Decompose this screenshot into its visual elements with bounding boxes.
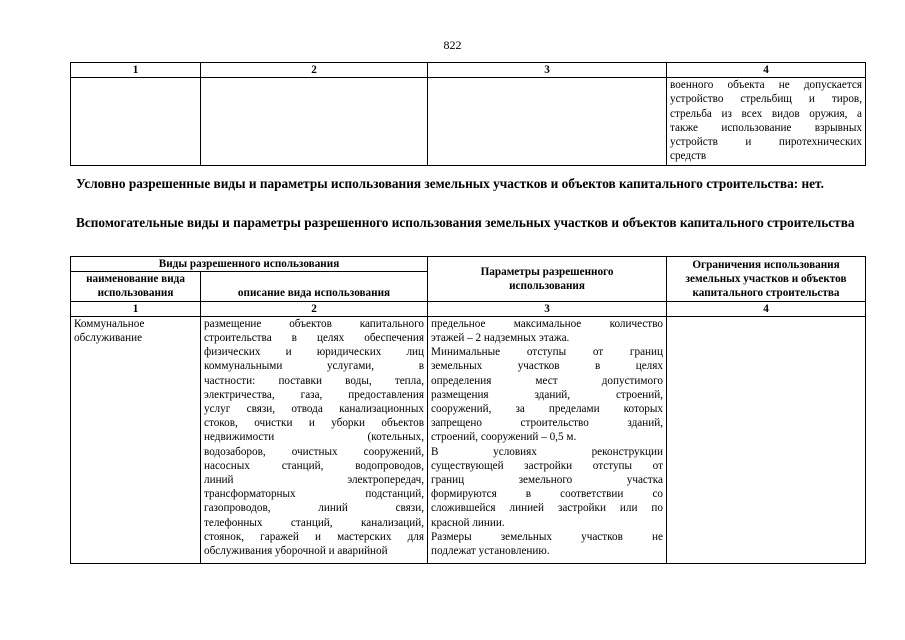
text-line: Размеры земельных участков не (431, 530, 664, 543)
text-line: электричества, газа, предоставления (204, 388, 425, 401)
col-number-3: 3 (428, 63, 667, 78)
text-line: предельное максимальное количество (431, 317, 664, 330)
text-line: размещение объектов капитального (204, 317, 425, 330)
cell-empty (201, 78, 428, 166)
cell-use-name: Коммунальное обслуживание (71, 316, 201, 563)
text-line: формируются в соответствии со (431, 488, 664, 501)
cell-empty (428, 78, 667, 166)
cell-use-description (201, 316, 428, 563)
text-line: телефонных станций, канализаций, (204, 516, 425, 529)
text-line: стрельба из всех видов оружия, а (670, 107, 862, 120)
col-header-params: Параметры разрешенного использования (428, 257, 667, 302)
auxiliary-uses-table (70, 256, 866, 564)
text-line: Минимальные отступы от границ (431, 346, 664, 359)
col-number-1: 1 (71, 63, 201, 78)
text-line: границ земельного участка (431, 474, 664, 487)
continuation-table (70, 62, 866, 166)
text-line: определения мест допустимого (431, 374, 664, 387)
text-line: стоков, очистки и уборки объектов (204, 417, 425, 430)
text-line: сооружений, за пределами которых (431, 403, 664, 416)
text-line: военного объекта не допускается (670, 79, 862, 92)
text-line: частности: поставки воды, тепла, (204, 374, 425, 387)
text-line: также использование взрывных (670, 121, 862, 134)
text-line: средств (670, 150, 707, 163)
text-line: стоянок, гаражей и мастерских для (204, 530, 425, 543)
heading-auxiliary-uses: Вспомогательные виды и параметры разрешенного использования земельных участков и объектов капитального строительства (76, 215, 855, 230)
text-line: строений, сооружений – 0,5 м. (431, 431, 577, 444)
text-line: трансформаторных подстанций, (204, 488, 425, 501)
col-header-name: наименование вида использования (71, 272, 201, 301)
col-number-3: 3 (428, 301, 667, 316)
col-header-limits: Ограничения использования земельных участков и объектов капитального строительства (667, 257, 866, 302)
text-line: красной линии. (431, 516, 505, 529)
text-line: водозаборов, очистных сооружений, (204, 445, 425, 458)
cell-restrictions (667, 78, 866, 166)
group-header-uses: Виды разрешенного использования (71, 257, 428, 272)
text-line: устройств и пиротехнических (670, 136, 862, 149)
col-number-1: 1 (71, 301, 201, 316)
text-line: линий электропередач, (204, 474, 425, 487)
text-line: существующей застройки отступы от (431, 459, 664, 472)
text-line: размещения зданий, строений, (431, 388, 664, 401)
text-line: сложившейся линией застройки или по (431, 502, 664, 515)
text-line: земельных участков в целях (431, 360, 664, 373)
col-number-4: 4 (667, 63, 866, 78)
text-line: недвижимости (котельных, (204, 431, 425, 444)
text-line: строительства в целях обеспечения (204, 332, 425, 345)
col-number-2: 2 (201, 301, 428, 316)
col-header-desc: описание вида использования (201, 272, 428, 301)
text-line: устройство стрельбищ и тиров, (670, 93, 862, 106)
cell-use-limits (667, 316, 866, 563)
text-line: подлежат установлению. (431, 545, 550, 558)
text-line: запрещено строительство зданий, (431, 417, 664, 430)
col-number-4: 4 (667, 301, 866, 316)
page-number: 822 (443, 38, 462, 52)
cell-use-parameters (428, 316, 667, 563)
text-line: обслуживания уборочной и аварийной (204, 545, 388, 558)
text-line: физических и юридических лиц (204, 346, 425, 359)
text-line: коммунальными услугами, в (204, 360, 425, 373)
text-line: В условиях реконструкции (431, 445, 664, 458)
text-line: насосных станций, водопроводов, (204, 459, 425, 472)
heading-conditional-uses: Условно разрешенные виды и параметры использования земельных участков и объектов капитального строительства: нет. (76, 176, 824, 191)
text-line: этажей – 2 надземных этажа. (431, 332, 570, 345)
col-number-2: 2 (201, 63, 428, 78)
text-line: газопроводов, линий связи, (204, 502, 425, 515)
text-line: услуг связи, отвода канализационных (204, 403, 425, 416)
cell-empty (71, 78, 201, 166)
